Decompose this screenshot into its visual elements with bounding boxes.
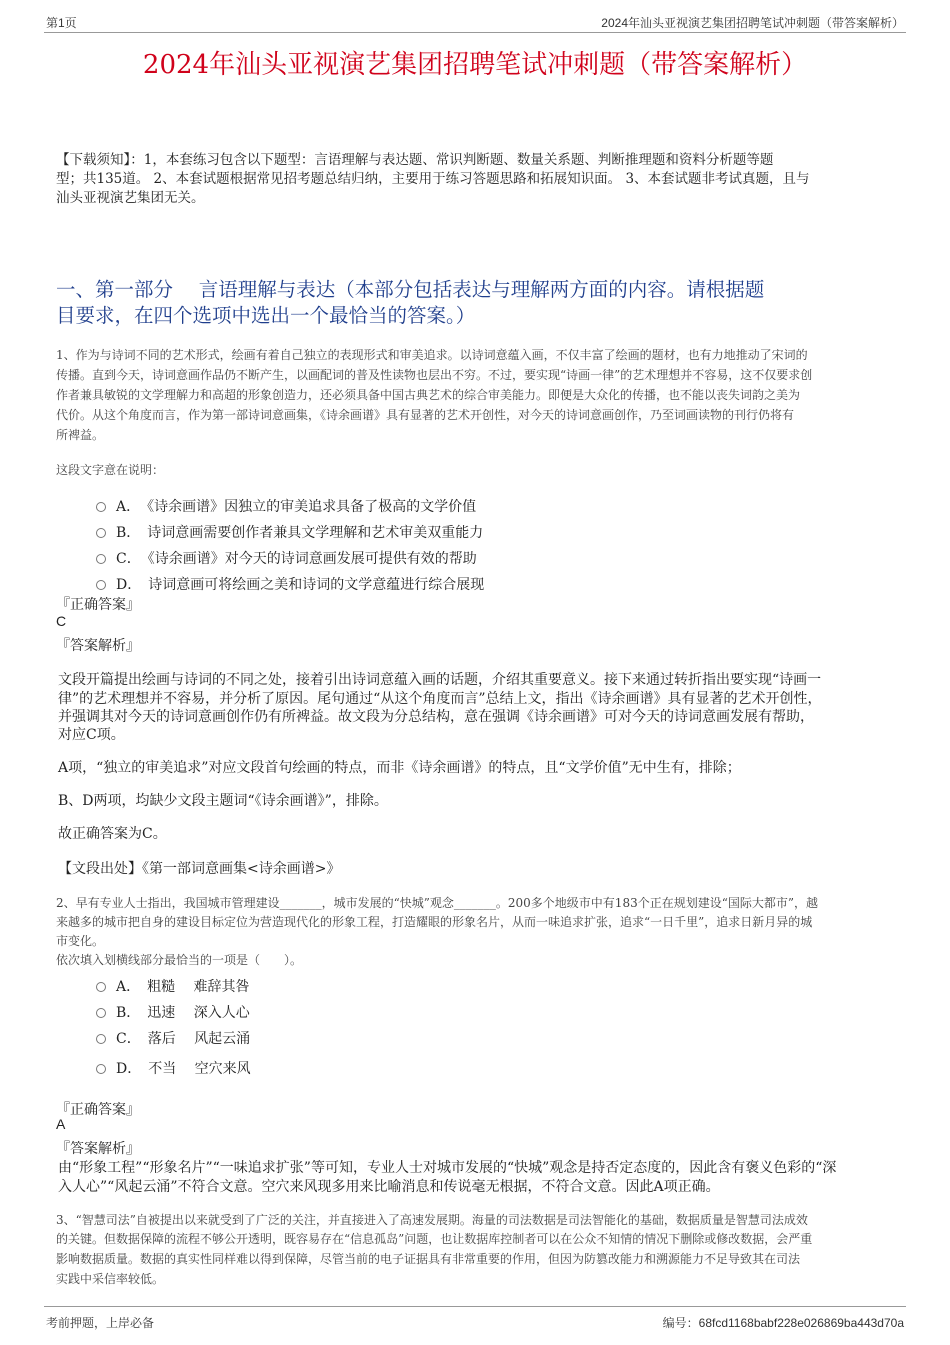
- q2-analysis-line-1: 由“形象工程”“形象名片”“一味追求扩张”等可知，专业人士对城市发展的“快城”观念是持否定态度的，因此含有褒义色彩的“深: [58, 1160, 837, 1176]
- q1-note-a: A项，“独立的审美追求”对应文段首句绘画的特点，而非《诗余画谱》的特点，且“文学价值”无中生有，排除；: [58, 760, 741, 776]
- radio-icon[interactable]: [96, 528, 106, 538]
- q1-answer-label: 『正确答案』: [56, 597, 140, 613]
- q2-answer-label: 『正确答案』: [56, 1102, 140, 1118]
- header-divider: [44, 32, 906, 33]
- q2-option-a-label: A． 粗糙 难辞其咎: [116, 979, 250, 995]
- notice-line-3: 汕头亚视演艺集团无关。: [56, 190, 205, 206]
- q3-stem-line-3: 影响数据质量。数据的真实性同样难以得到保障，尽管当前的电子证据具有非常重要的作用，但因为防篡改能力和溯源能力不足导致其在司法: [56, 1252, 801, 1266]
- q1-analysis-line-2: 律”的艺术理想并不容易，并分析了原因。尾句通过“从这个角度而言”总结上文，指出《诗余画谱》具有显著的艺术开创性，: [58, 691, 822, 707]
- q2-option-c[interactable]: [96, 1028, 250, 1048]
- q2-prompt: 依次填入划横线部分最恰当的一项是（ ）。: [56, 953, 303, 967]
- q1-answer: C: [56, 613, 67, 629]
- q2-option-c-label: C． 落后 风起云涌: [116, 1031, 251, 1047]
- q1-option-d[interactable]: [96, 574, 484, 594]
- q1-analysis-label: 『答案解析』: [56, 638, 140, 654]
- q1-stem-line-5: 所裨益。: [56, 428, 105, 442]
- radio-icon[interactable]: [96, 982, 106, 992]
- notice-line-2: 型；共135道。 2、本套试题根据常见招考题总结归纳，主要用于练习答题思路和拓展知识面。 3、本套试题非考试真题，且与: [56, 171, 810, 187]
- q1-option-b-label: B． 诗词意画需要创作者兼具文学理解和艺术审美双重能力: [116, 525, 484, 541]
- q1-option-a[interactable]: [96, 496, 476, 516]
- q1-analysis-line-1: 文段开篇提出绘画与诗词的不同之处，接着引出诗词意蕴入画的话题，介绍其重要意义。接下来通过转折指出要实现“诗画一: [58, 672, 822, 688]
- header-doc-title: 2024年汕头亚视演艺集团招聘笔试冲刺题（带答案解析）: [601, 16, 904, 30]
- footer-code: [663, 1314, 904, 1331]
- q2-stem-line-1: 2、早有专业人士指出，我国城市管理建设_______，城市发展的“快城”观念_______。200多个地级市中有183个正在规划建设“国际大都市”，越: [56, 896, 818, 910]
- q2-option-a[interactable]: [96, 976, 250, 996]
- q1-conclusion: 故正确答案为C。: [58, 826, 167, 842]
- q3-stem-line-4: 实践中采信率较低。: [56, 1272, 165, 1286]
- radio-icon[interactable]: [96, 1034, 106, 1044]
- section-heading-line-1: 一、第一部分 言语理解与表达（本部分包括表达与理解两方面的内容。请根据题: [56, 278, 765, 301]
- q1-analysis-line-3: 并强调其对今天的诗词意画创作仍有所裨益。故文段为分总结构，意在强调《诗余画谱》可对今天的诗词意画发展有帮助，: [58, 709, 814, 725]
- radio-icon[interactable]: [96, 1064, 106, 1074]
- q3-stem-line-1: 3、“智慧司法”自被提出以来就受到了广泛的关注，并直接进入了高速发展期。海量的司法数据是司法智能化的基础，数据质量是智慧司法成效: [56, 1213, 808, 1227]
- footer-code-label: 编号：: [662, 1316, 699, 1330]
- q1-prompt: 这段文字意在说明：: [56, 463, 165, 477]
- q1-option-c-label: C． 《诗余画谱》对今天的诗词意画发展可提供有效的帮助: [116, 551, 477, 567]
- page-number: 第1页: [46, 16, 77, 30]
- radio-icon[interactable]: [96, 1008, 106, 1018]
- q1-stem-line-4: 代价。从这个角度而言，作为第一部诗词意画集，《诗余画谱》具有显著的艺术开创性，对今天的诗词意画创作，乃至词画读物的刊行仍将有: [56, 408, 795, 422]
- radio-icon[interactable]: [96, 580, 106, 590]
- footer-divider: [44, 1306, 906, 1307]
- q1-stem-line-2: 传播。直到今天，诗词意画作品仍不断产生，以画配词的普及性读物也层出不穷。不过，要实现“诗画一律”的艺术理想并不容易，这不仅要求创: [56, 368, 813, 382]
- q2-stem-line-2: 来越多的城市把自身的建设目标定位为营造现代化的形象工程，打造耀眼的形象名片，从而一味追求扩张，追求“一日千里”，追求日新月异的城: [56, 915, 813, 929]
- radio-icon[interactable]: [96, 502, 106, 512]
- footer-slogan: 考前押题，上岸必备: [46, 1316, 155, 1330]
- q1-stem-line-3: 作者兼具敏锐的文学理解力和高超的形象创造力，还必须具备中国古典艺术的综合审美能力。即便是大众化的传播，也不能以丧失词韵之美为: [56, 388, 801, 402]
- q2-option-b[interactable]: [96, 1002, 250, 1022]
- q3-stem-line-2: 的关键。但数据保障的流程不够公开透明，既容易存在“信息孤岛”问题，也让数据库控制者可以在公众不知情的情况下删除或修改数据，会严重: [56, 1232, 813, 1246]
- radio-icon[interactable]: [96, 554, 106, 564]
- q1-source: 【文段出处】《第一部词意画集<诗余画谱>》: [58, 861, 341, 877]
- q1-note-bd: B、D两项，均缺少文段主题词“《诗余画谱》”，排除。: [58, 793, 388, 809]
- q1-option-b[interactable]: [96, 522, 483, 542]
- q2-answer: A: [56, 1116, 66, 1132]
- q1-analysis-line-4: 对应C项。: [58, 727, 125, 743]
- section-heading-line-2: 目要求，在四个选项中选出一个最恰当的答案。）: [56, 304, 476, 327]
- footer-code-value: 68fcd1168babf228e026869ba443d70a: [698, 1316, 904, 1330]
- q1-option-a-label: A． 《诗余画谱》因独立的审美追求具备了极高的文学价值: [116, 499, 477, 515]
- notice-line-1: 【下载须知】：1，本套练习包含以下题型：言语理解与表达题、常识判断题、数量关系题、判断推理题和资料分析题等题: [56, 152, 774, 168]
- q1-stem-line-1: 1、作为与诗词不同的艺术形式，绘画有着自己独立的表现形式和审美追求。以诗词意蕴入画，不仅丰富了绘画的题材，也有力地推动了宋词的: [56, 348, 808, 362]
- q1-option-d-label: D． 诗词意画可将绘画之美和诗词的文学意蕴进行综合展现: [116, 577, 485, 593]
- q2-option-d-label: D． 不当 空穴来风: [116, 1061, 251, 1077]
- q2-stem-line-3: 市变化。: [56, 934, 105, 948]
- q2-analysis-label: 『答案解析』: [56, 1141, 140, 1157]
- q2-option-d[interactable]: [96, 1058, 251, 1078]
- q2-analysis-line-2: 入人心”“风起云涌”不符合文意。空穴来风现多用来比喻消息和传说毫无根据，不符合文意。因此A项正确。: [58, 1179, 720, 1195]
- q2-option-b-label: B． 迅速 深入人心: [116, 1005, 250, 1021]
- q1-option-c[interactable]: [96, 548, 477, 568]
- page-title: 2024年汕头亚视演艺集团招聘笔试冲刺题（带答案解析）: [142, 50, 808, 80]
